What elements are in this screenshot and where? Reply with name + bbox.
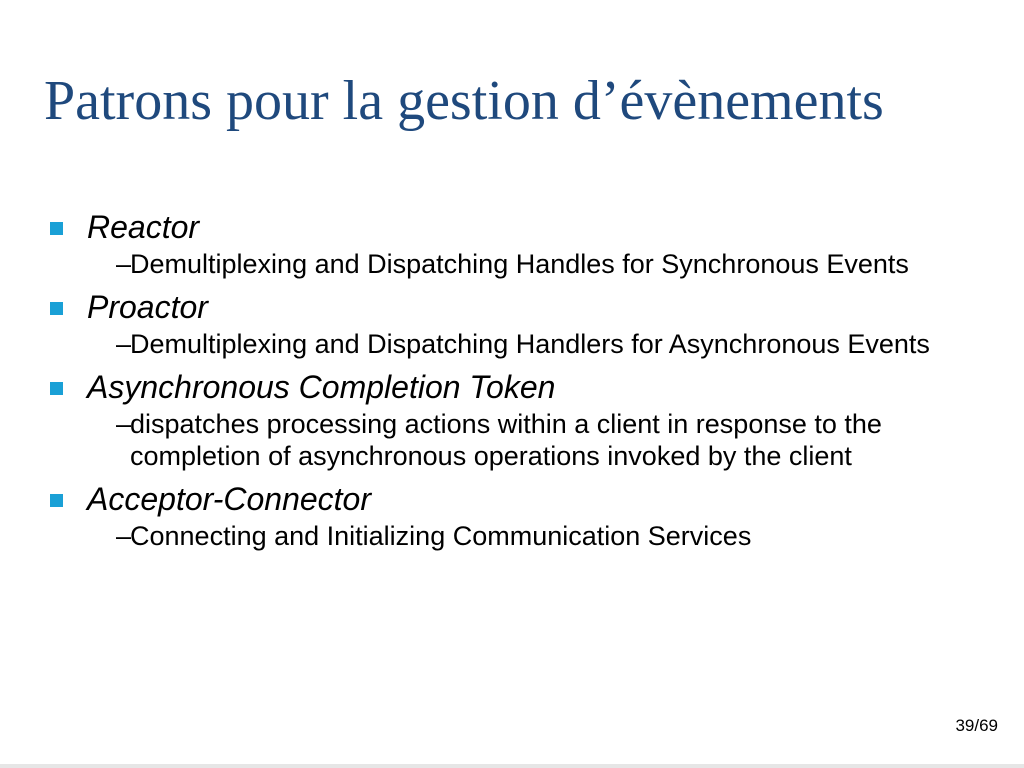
sub-bullet-item (116, 520, 1000, 552)
sub-bullet-list (50, 328, 1000, 360)
slide-title: Patrons pour la gestion d’évènements (44, 70, 884, 132)
bullet-row (50, 206, 1000, 248)
bottom-divider (0, 764, 1024, 768)
bullet-label: Proactor (87, 289, 208, 325)
square-bullet-icon (50, 494, 63, 507)
sub-bullet-text: Demultiplexing and Dispatching Handles for Synchronous Events (130, 249, 909, 279)
en-dash-icon: – (116, 521, 132, 551)
en-dash-icon: – (116, 249, 132, 279)
bullet-label: Acceptor-Connector (87, 481, 371, 517)
sub-bullet-text: Demultiplexing and Dispatching Handlers for Asynchronous Events (130, 329, 930, 359)
bullet-label: Reactor (87, 209, 200, 245)
page-number: 39/69 (955, 716, 998, 735)
sub-bullet-list (50, 520, 1000, 552)
bullet-item-asynchronous-completion-token (50, 366, 1000, 472)
sub-bullet-list (50, 248, 1000, 280)
sub-bullet-item (116, 328, 1000, 360)
square-bullet-icon (50, 222, 63, 235)
square-bullet-icon (50, 382, 63, 395)
sub-bullet-item (116, 248, 1000, 280)
bullet-row (50, 366, 1000, 408)
en-dash-icon: – (116, 409, 132, 439)
bullet-row (50, 286, 1000, 328)
sub-bullet-item (116, 408, 1000, 472)
square-bullet-icon (50, 302, 63, 315)
sub-bullet-text: Connecting and Initializing Communication Services (130, 521, 752, 551)
bullet-list (50, 206, 1000, 558)
en-dash-icon: – (116, 329, 132, 359)
bullet-item-reactor (50, 206, 1000, 280)
bullet-row (50, 478, 1000, 520)
bullet-label: Asynchronous Completion Token (87, 369, 556, 405)
bullet-item-proactor (50, 286, 1000, 360)
sub-bullet-list (50, 408, 1000, 472)
bullet-item-acceptor-connector (50, 478, 1000, 552)
sub-bullet-text: dispatches processing actions within a client in response to the completion of asynchronous operations invoked by the client (130, 409, 882, 471)
